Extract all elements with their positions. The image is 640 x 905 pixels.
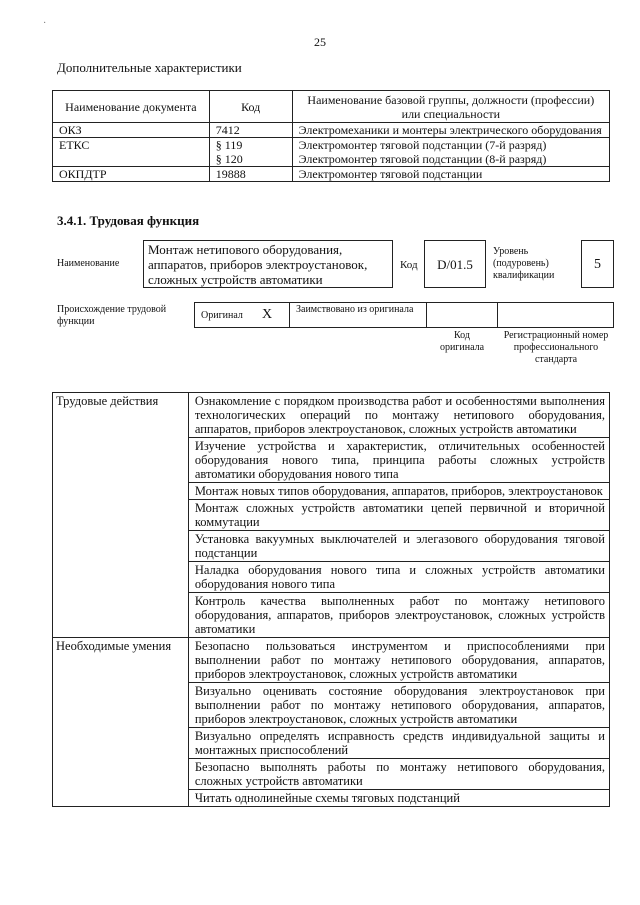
category-required-skills: Необходимые умения (53, 638, 189, 807)
original-mark: X (262, 307, 273, 322)
table-row (53, 393, 610, 438)
table-row (53, 123, 610, 138)
name-cell: Электромонтер тяговой подстанции (292, 167, 609, 182)
table-header-row (53, 91, 610, 123)
function-name-box: Монтаж нетипового оборудования, аппаратов, приборов электроустановок, сложных устройств автоматики (143, 240, 393, 288)
header-name: Наименование базовой группы, должности (профессии) или специальности (292, 91, 609, 123)
section-title: Дополнительные характеристики (57, 60, 242, 75)
reg-number-box (497, 302, 614, 328)
code-cell: 19888 (209, 167, 292, 182)
list-item: Изучение устройства и характеристик, отличительных особенностей оборудования нового типа, принципа работы сложных устройств автоматики оборудования нового типа (188, 438, 609, 483)
code-cell: 7412 (209, 123, 292, 138)
original-box (194, 302, 290, 328)
labor-actions-table (52, 392, 610, 807)
list-item: Безопасно пользоваться инструментом и приспособлениями при выполнении работ по монтажу нетипового оборудования, аппаратов, приборов электроустановок, сложных устройств автоматики (188, 638, 609, 683)
borrowed-label: Заимствовано из оригинала (296, 304, 414, 315)
function-title: 3.4.1. Трудовая функция (57, 213, 200, 228)
doc-cell: ОКЗ (53, 123, 210, 138)
list-item: Монтаж сложных устройств автоматики цепей первичной и вторичной коммутации (188, 500, 609, 531)
name-line: Электромонтер тяговой подстанции (7-й разряд) (298, 138, 547, 152)
original-label: Оригинал (201, 310, 243, 321)
name-cell (292, 138, 609, 167)
list-item: Контроль качества выполненных работ по монтажу нетипового оборудования, аппаратов, приборов электроустановок, сложных устройств автоматики (188, 593, 609, 638)
doc-cell: ЕТКС (53, 138, 210, 167)
category-labor-actions: Трудовые действия (53, 393, 189, 638)
header-code: Код (209, 91, 292, 123)
list-item: Ознакомление с порядком производства работ и особенностями выполнения технологических операций по монтажу нетипового оборудования, аппаратов, приборов электроустановок, сложных устройств автоматики (188, 393, 609, 438)
reg-number-label: Регистрационный номер профессионального стандарта (503, 330, 609, 365)
additional-characteristics-table (52, 90, 610, 182)
list-item: Безопасно выполнять работы по монтажу нетипового оборудования, сложных устройств автоматики (188, 759, 609, 790)
orig-code-label: Код оригинала (439, 330, 485, 353)
level-value-box: 5 (581, 240, 614, 288)
doc-cell: ОКПДТР (53, 167, 210, 182)
code-cell (209, 138, 292, 167)
function-code-box: D/01.5 (424, 240, 486, 288)
header-doc: Наименование документа (53, 91, 210, 123)
code-label: Код (400, 259, 418, 271)
list-item: Наладка оборудования нового типа и сложных устройств автоматики оборудования нового типа (188, 562, 609, 593)
name-line: Электромонтер тяговой подстанции (8-й разряд) (298, 152, 547, 166)
borrowed-box (289, 302, 427, 328)
list-item: Читать однолинейные схемы тяговых подстанций (188, 790, 609, 807)
name-cell: Электромеханики и монтеры электрического оборудования (292, 123, 609, 138)
scan-mark: · (43, 18, 47, 29)
code-line: § 120 (215, 152, 243, 166)
list-item: Установка вакуумных выключателей и элегазового оборудования тяговой подстанции (188, 531, 609, 562)
list-item: Монтаж новых типов оборудования, аппаратов, приборов, электроустановок (188, 483, 609, 500)
name-label: Наименование (57, 258, 120, 269)
page-number: 25 (314, 35, 326, 49)
origin-label: Происхождение трудовой функции (57, 304, 167, 327)
table-row (53, 638, 610, 683)
list-item: Визуально определять исправность средств индивидуальной защиты и монтажных приспособлений (188, 728, 609, 759)
level-label: Уровень (подуровень) квалификации (493, 246, 555, 281)
table-row (53, 138, 610, 167)
list-item: Визуально оценивать состояние оборудования электроустановок при выполнении работ по монтажу нетипового оборудования, аппаратов, приборов электроустановок, сложных устройств автоматики (188, 683, 609, 728)
table-row (53, 167, 610, 182)
orig-code-box (426, 302, 498, 328)
code-line: § 119 (215, 138, 243, 152)
